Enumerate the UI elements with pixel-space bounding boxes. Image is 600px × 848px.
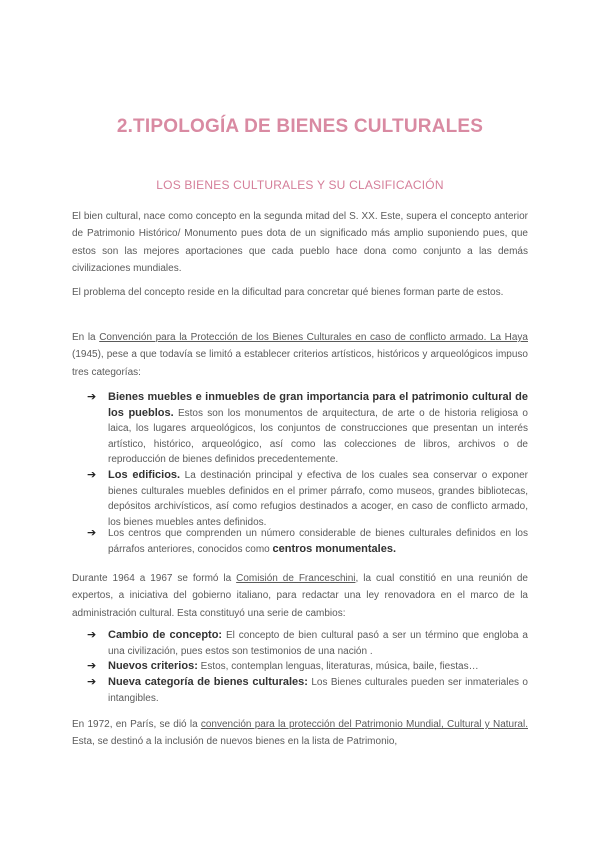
list-item-text: El concepto de bien cultural pasó a ser un término que engloba a una civilización, pues estos son testimonios de una nación .: [108, 630, 528, 657]
paragraph-1: El bien cultural, nace como concepto en la segunda mitad del S. XX. Este, supera el concepto anterior de Patrimonio Histórico/ Monumento pues dota de un significado más amplio suponiendo pues, que estos son las mejores aportaciones que cada pueblo hace dona como conjunto a las demás civilizaciones mundiales.: [72, 211, 528, 274]
paragraph-3: [72, 329, 528, 381]
list-item-bold: centros monumentales.: [272, 542, 397, 555]
paragraph-4-post: , la cual constitió en una reunión de expertos, a iniciativa del gobierno italiano, para redactar una ley renovadora en el marco de la administración cultural. Esta constituyó una serie de cambios:: [72, 573, 528, 619]
paragraph-5-pre: En 1972, en París, se dió la: [72, 719, 201, 730]
list-item-text: La destinación principal y efectiva de los cuales sea conservar o exponer bienes culturales muebles definidos en el primer párrafo, como museos, grandes bibliotecas, depósitos archivísticos, así como refugios destinados a acoger, en caso de conflicto armado, los bienes muebles antes definidos.: [108, 470, 528, 528]
paragraph-3-post: (1945), pese a que todavía se limitó a establecer criterios artísticos, históricos y arqueológicos impuso tres categorías:: [72, 349, 528, 378]
arrow-right-icon: ➔: [87, 391, 97, 403]
paragraph-2: El problema del concepto reside en la dificultad para concretar qué bienes forman parte de estos.: [72, 287, 504, 298]
arrow-right-icon: ➔: [87, 629, 97, 641]
list-item-bold: Cambio de concepto:: [108, 629, 223, 641]
world-heritage-convention-link[interactable]: convención para la protección del Patrimonio Mundial, Cultural y Natural.: [200, 719, 528, 730]
paragraph-4-pre: Durante 1964 a 1967 se formó la: [72, 573, 237, 584]
list-item-text: Los centros que comprenden un número considerable de bienes culturales definidos en los párrafos anteriores, conocidos como: [108, 528, 528, 555]
arrow-right-icon: ➔: [87, 527, 97, 539]
list-item-bold: Los edificios.: [108, 469, 181, 481]
franceschini-link[interactable]: Comisión de Franceschini: [236, 573, 356, 584]
list-item-text: Los Bienes culturales pueden ser inmateriales o intangibles.: [108, 677, 528, 704]
list-item: [87, 526, 528, 557]
convention-1954-link[interactable]: Convención para la Protección de los Bienes Culturales en caso de conflicto armado. La Haya: [99, 332, 528, 343]
list-item-bold: Bienes muebles e inmuebles de gran importancia para el patrimonio cultural de los pueblos.: [108, 391, 528, 419]
paragraph-5-post: Esta, se destinó a la inclusión de nuevos bienes en la lista de Patrimonio,: [72, 736, 398, 748]
arrow-right-icon: ➔: [87, 660, 97, 672]
section-subtitle: LOS BIENES CULTURALES Y SU CLASIFICACIÓN: [156, 178, 444, 192]
list-item-text: Estos, contemplan lenguas, literaturas, música, baile, fiestas…: [197, 661, 479, 672]
paragraph-5: [72, 716, 528, 751]
list-item: [87, 390, 528, 468]
list-item: [87, 468, 528, 530]
list-item-bold: Nueva categoría de bienes culturales:: [108, 676, 308, 688]
list-item: [87, 659, 528, 675]
paragraph-3-pre: En la: [72, 332, 100, 343]
arrow-right-icon: ➔: [87, 469, 97, 481]
list-item: [87, 628, 528, 659]
list-item-bold: Nuevos criterios:: [108, 660, 198, 672]
paragraph-4: [72, 570, 528, 622]
list-item: [87, 675, 528, 706]
page-title: 2.TIPOLOGÍA DE BIENES CULTURALES: [116, 116, 484, 137]
arrow-right-icon: ➔: [87, 676, 97, 688]
list-item-text: Estos son los monumentos de arquitectura, de arte o de historia religiosa o laica, los lugares arqueológicos, los conjuntos de construcciones que presentan un interés artístico, histórico, arqueológico, así como las colecciones de libros, archivos o de reproducción de bienes definidos precedentemente.: [108, 407, 528, 466]
